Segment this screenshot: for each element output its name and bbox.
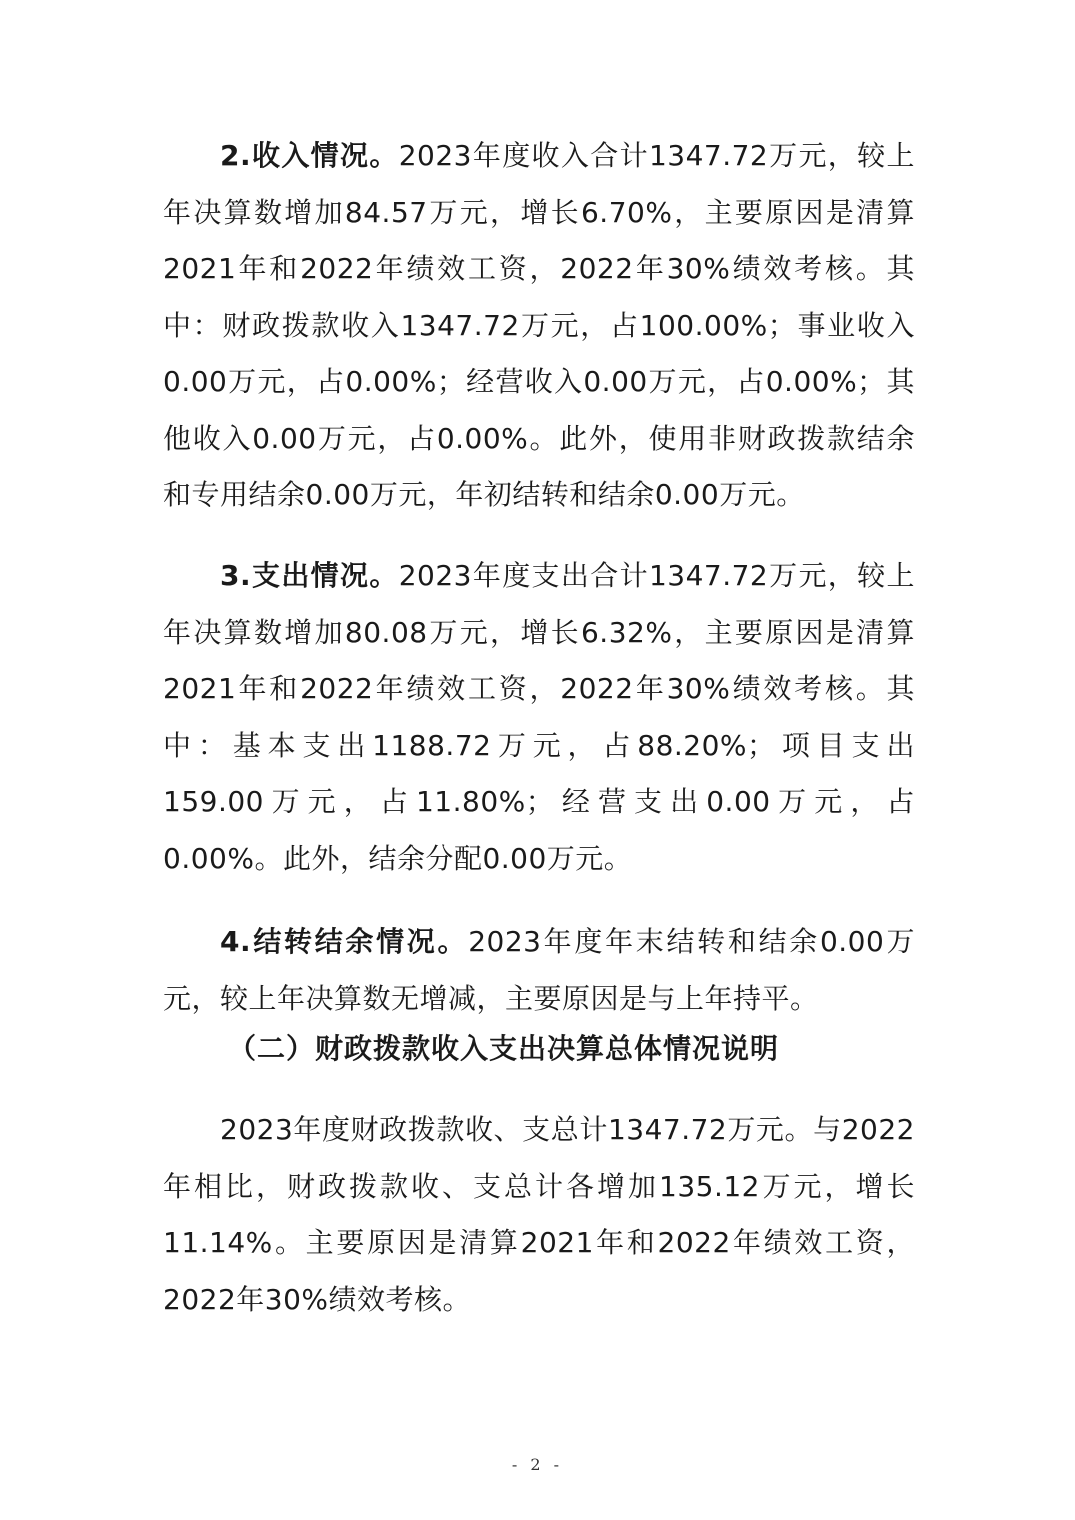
fiscal-summary-paragraph: 2023年度财政拨款收、支总计1347.72万元。与2022年相比，财政拨款收、支总计各增加135.12万元，增长11.14%。主要原因是清算2021年和2022年绩效工资，2022年30%绩效考核。 [163,1113,915,1316]
carryover-paragraph [163,914,915,1027]
page-number: - 2 - [511,1455,564,1474]
expenditure-paragraph [163,548,915,887]
income-paragraph [163,128,915,524]
section-subheading: （二）财政拨款收入支出决算总体情况说明 [228,1032,780,1065]
income-heading: 2.收入情况。 [220,139,399,172]
carryover-heading: 4.结转结余情况。 [220,925,469,958]
income-text: 2023年度收入合计1347.72万元，较上年决算数增加84.57万元，增长6.70%，主要原因是清算2021年和2022年绩效工资，2022年30%绩效考核。其中：财政拨款收入1347.72万元，占100.00%；事业收入0.00万元，占0.00%；经营收入0.00万元，占0.00%；其他收入0.00万元，占0.00%。此外，使用非财政拨款结余和专用结余0.00万元，年初结转和结余0.00万元。 [163,139,915,511]
expenditure-text: 2023年度支出合计1347.72万元，较上年决算数增加80.08万元，增长6.32%，主要原因是清算2021年和2022年绩效工资，2022年30%绩效考核。其中：基本支出1188.72万元，占88.20%；项目支出159.00万元，占11.80%；经营支出0.00万元，占0.00%。此外，结余分配0.00万元。 [163,559,915,875]
expenditure-heading: 3.支出情况。 [220,559,399,592]
carryover-text: 2023年度年末结转和结余0.00万元，较上年决算数无增减，主要原因是与上年持平。 [163,925,916,1015]
